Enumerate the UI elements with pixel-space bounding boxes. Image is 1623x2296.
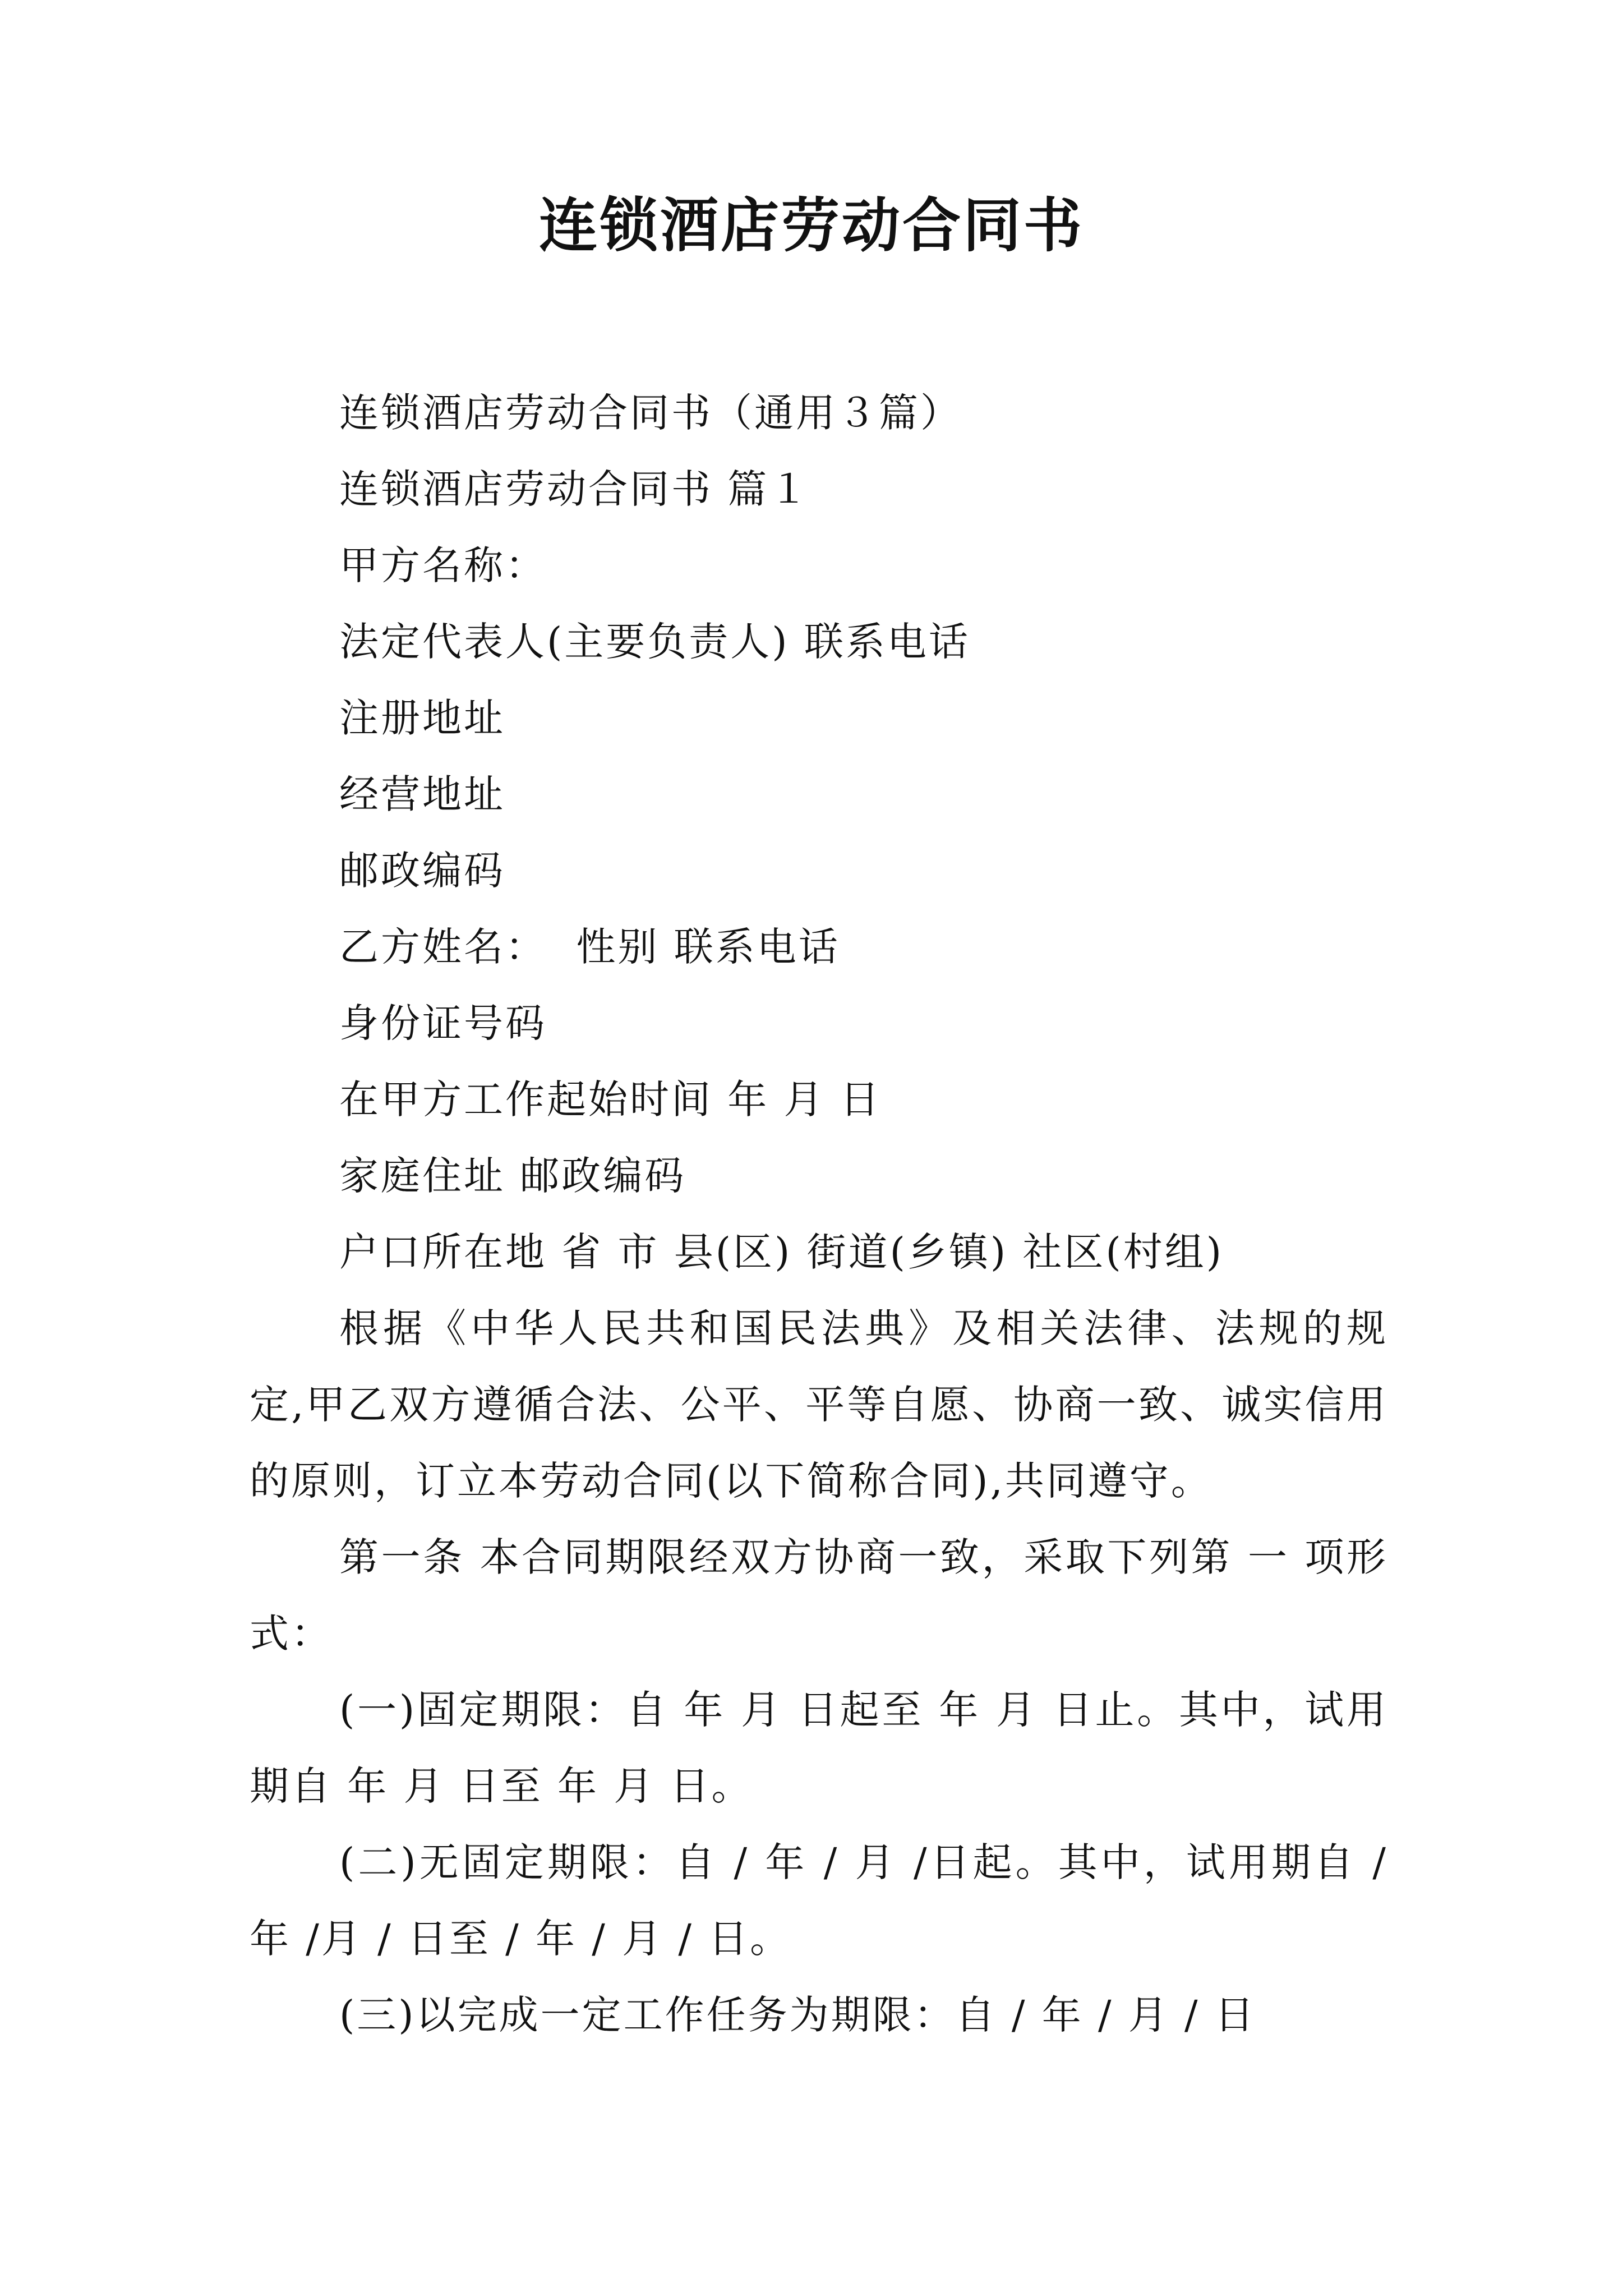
business-address: 经营地址 xyxy=(339,771,505,817)
subtitle-part-1: 连锁酒店劳动合同书 篇１ xyxy=(339,466,811,512)
term-open-ended: (二)无固定期限：自 / 年 / 月 /日起。其中，试用期自 / 年 /月 / 日至 / 年 / 月 / 日。 xyxy=(250,1839,1403,1962)
legal-representative: 法定代表人(主要负责人) 联系电话 xyxy=(339,619,970,665)
preamble-paragraph: 根据《中华人民共和国民法典》及相关法律、法规的规定,甲乙双方遵循合法、公平、平等自愿、协商一致、诚实信用的原则，订立本劳动合同(以下简称合同),共同遵守。 xyxy=(250,1305,1388,1504)
article-1: 第一条 本合同期限经双方协商一致，采取下列第 一 项形式： xyxy=(250,1534,1388,1657)
document-body xyxy=(250,375,1403,2053)
registered-address: 注册地址 xyxy=(339,695,505,741)
subtitle-general: 连锁酒店劳动合同书（通用３篇） xyxy=(339,390,962,436)
household-registration: 户口所在地 省 市 县(区) 街道(乡镇) 社区(村组) xyxy=(339,1229,1224,1275)
term-fixed: (一)固定期限：自 年 月 日起至 年 月 日止。其中，试用期自 年 月 日至 年 月 日。 xyxy=(250,1687,1388,1809)
document-title: 连锁酒店劳动合同书 xyxy=(538,191,1084,260)
home-address: 家庭住址 邮政编码 xyxy=(339,1153,686,1199)
postal-code: 邮政编码 xyxy=(339,848,505,894)
term-task-based: (三)以完成一定工作任务为期限：自 / 年 / 月 / 日 xyxy=(339,1992,1256,2038)
id-number: 身份证号码 xyxy=(339,1000,547,1046)
party-a-name: 甲方名称： xyxy=(339,542,547,588)
party-b-name: 乙方姓名： 性别 联系电话 xyxy=(339,924,840,970)
work-start-date: 在甲方工作起始时间 年 月 日 xyxy=(339,1076,882,1122)
